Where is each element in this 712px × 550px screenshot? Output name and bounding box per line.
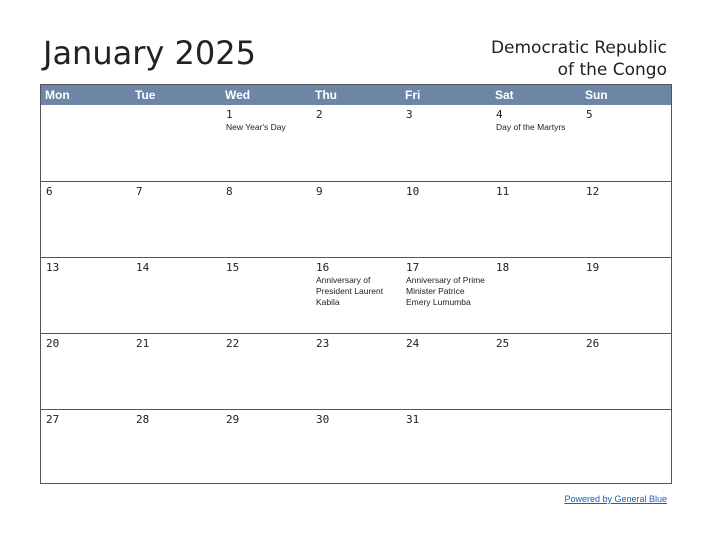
- week-row: [41, 257, 671, 333]
- empty-day-cell: [41, 105, 131, 181]
- day-cell-11: [491, 182, 581, 257]
- day-cell-18: [491, 258, 581, 333]
- day-number: 15: [226, 261, 240, 274]
- day-cell-25: [491, 334, 581, 409]
- holiday-label: New Year's Day: [226, 122, 286, 132]
- powered-by-link[interactable]: Powered by General Blue: [564, 494, 667, 504]
- day-cell-10: [401, 182, 491, 257]
- day-cell-4: [491, 105, 581, 181]
- day-number: 6: [46, 185, 53, 198]
- day-cell-7: [131, 182, 221, 257]
- empty-day-cell: [131, 105, 221, 181]
- day-cell-1: [221, 105, 311, 181]
- weekday-tue: Tue: [135, 88, 156, 102]
- day-number: 10: [406, 185, 420, 198]
- day-number: 20: [46, 337, 60, 350]
- country-name-line-1: Democratic Republic: [490, 38, 667, 58]
- day-number: 28: [136, 413, 150, 426]
- day-number: 2: [316, 108, 323, 121]
- day-number: 25: [496, 337, 510, 350]
- day-number: 24: [406, 337, 420, 350]
- day-number: 14: [136, 261, 150, 274]
- day-number: 18: [496, 261, 510, 274]
- day-number: 23: [316, 337, 330, 350]
- day-cell-15: [221, 258, 311, 333]
- day-cell-17: [401, 258, 491, 333]
- day-number: 17: [406, 261, 420, 274]
- day-cell-30: [311, 410, 401, 485]
- day-number: 11: [496, 185, 510, 198]
- page-title: January 2025: [43, 34, 256, 72]
- day-cell-9: [311, 182, 401, 257]
- day-cell-22: [221, 334, 311, 409]
- day-number: 29: [226, 413, 240, 426]
- day-number: 26: [586, 337, 600, 350]
- holiday-label: Day of the Martyrs: [496, 122, 566, 132]
- day-number: 13: [46, 261, 60, 274]
- day-cell-26: [581, 334, 671, 409]
- day-cell-27: [41, 410, 131, 485]
- country-name: [407, 37, 667, 81]
- weekday-thu: Thu: [315, 88, 337, 102]
- week-row: [41, 333, 671, 409]
- day-cell-5: [581, 105, 671, 181]
- day-number: 5: [586, 108, 593, 121]
- day-cell-16: [311, 258, 401, 333]
- week-row: [41, 105, 671, 181]
- day-number: 30: [316, 413, 330, 426]
- day-cell-12: [581, 182, 671, 257]
- day-cell-3: [401, 105, 491, 181]
- day-cell-29: [221, 410, 311, 485]
- weekday-mon: Mon: [45, 88, 70, 102]
- day-cell-13: [41, 258, 131, 333]
- day-number: 4: [496, 108, 503, 121]
- week-row: [41, 409, 671, 485]
- day-number: 21: [136, 337, 150, 350]
- calendar-grid: [40, 84, 672, 484]
- day-number: 27: [46, 413, 60, 426]
- day-cell-2: [311, 105, 401, 181]
- weekday-sat: Sat: [495, 88, 514, 102]
- day-cell-6: [41, 182, 131, 257]
- day-number: 16: [316, 261, 330, 274]
- week-row: [41, 181, 671, 257]
- weekday-fri: Fri: [405, 88, 421, 102]
- weekday-wed: Wed: [225, 88, 251, 102]
- day-cell-23: [311, 334, 401, 409]
- day-cell-14: [131, 258, 221, 333]
- empty-day-cell: [581, 410, 671, 485]
- day-number: 9: [316, 185, 323, 198]
- day-number: 31: [406, 413, 420, 426]
- country-name-line-2: of the Congo: [557, 60, 667, 80]
- day-number: 3: [406, 108, 413, 121]
- holiday-label: Anniversary of Prime Minister Patrice Emery Lumumba: [406, 275, 485, 307]
- day-number: 12: [586, 185, 600, 198]
- day-cell-21: [131, 334, 221, 409]
- day-cell-28: [131, 410, 221, 485]
- day-cell-20: [41, 334, 131, 409]
- day-cell-19: [581, 258, 671, 333]
- day-number: 22: [226, 337, 240, 350]
- day-cell-8: [221, 182, 311, 257]
- empty-day-cell: [491, 410, 581, 485]
- day-cell-31: [401, 410, 491, 485]
- day-cell-24: [401, 334, 491, 409]
- day-number: 1: [226, 108, 233, 121]
- holiday-label: Anniversary of President Laurent Kabila: [316, 275, 384, 307]
- day-number: 7: [136, 185, 143, 198]
- day-number: 8: [226, 185, 233, 198]
- weekday-sun: Sun: [585, 88, 608, 102]
- weekday-header: [41, 85, 671, 105]
- day-number: 19: [586, 261, 600, 274]
